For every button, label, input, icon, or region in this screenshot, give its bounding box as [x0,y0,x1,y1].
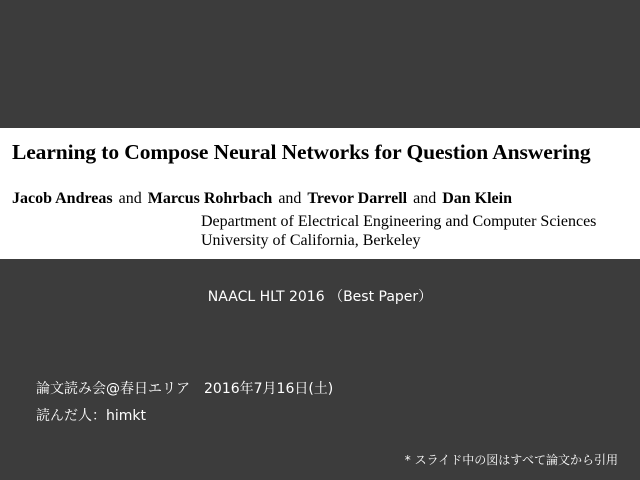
presenter-info: 読んだ人：himkt [36,408,146,424]
author-name: Jacob Andreas [12,190,113,207]
author-list [12,190,512,208]
event-info: 論文読み会@春日エリア 2016年7月16日(土) [36,381,334,397]
author-separator: and [413,190,437,207]
author-name: Marcus Rohrbach [147,190,273,207]
citation-footnote: * スライド中の図はすべて論文から引用 [404,453,618,467]
author-separator: and [118,190,142,207]
author-separator: and [278,190,302,207]
author-name: Trevor Darrell [307,190,408,207]
paper-title: Learning to Compose Neural Networks for Question Answering [12,140,591,164]
department: Department of Electrical Engineering and Computer Sciences [201,213,597,230]
paper-header-image [0,128,640,259]
author-name: Dan Klein [442,190,512,207]
university: University of California, Berkeley [201,232,421,249]
venue-label: NAACL HLT 2016 （Best Paper） [207,289,433,305]
